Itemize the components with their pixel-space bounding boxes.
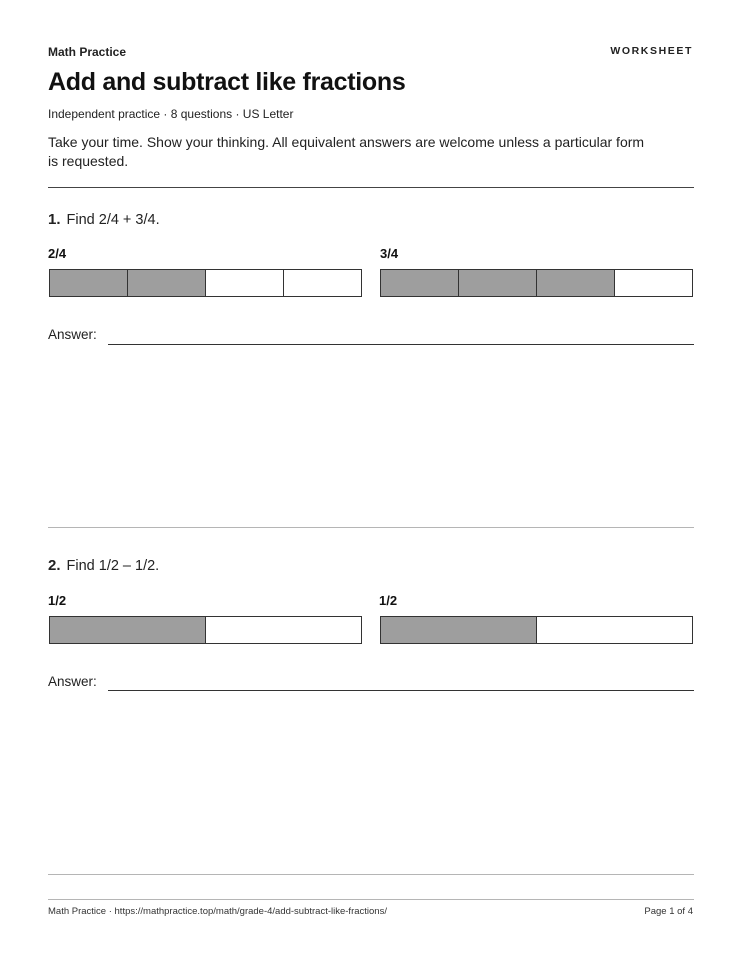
shaded-part <box>381 270 459 296</box>
worksheet-tag: WORKSHEET <box>610 45 693 57</box>
shaded-part <box>50 617 206 643</box>
brand-name: Math Practice <box>48 45 127 59</box>
answer-label: Answer: <box>48 327 97 342</box>
section-divider <box>48 874 694 875</box>
question-2-title <box>48 557 159 574</box>
shaded-part <box>50 270 128 296</box>
question-1-title <box>48 211 160 228</box>
fraction-bar <box>380 616 693 644</box>
question-1-prompt: Find 2/4 + 3/4. <box>66 212 160 228</box>
fraction-label: 2/4 <box>48 246 67 261</box>
unshaded-part <box>206 617 361 643</box>
shaded-part <box>128 270 206 296</box>
worksheet-meta: Independent practice · 8 questions · US Letter <box>48 107 294 121</box>
footer-divider <box>48 899 694 900</box>
shaded-part <box>459 270 537 296</box>
unshaded-part <box>537 617 692 643</box>
section-divider <box>48 527 694 528</box>
unshaded-part <box>615 270 692 296</box>
answer-line[interactable] <box>108 690 694 691</box>
fraction-bar <box>49 269 362 297</box>
unshaded-part <box>206 270 284 296</box>
fraction-bar <box>380 269 693 297</box>
footer-source: Math Practice · https://mathpractice.top/math/grade-4/add-subtract-like-fractions/ <box>48 906 387 917</box>
fraction-label: 3/4 <box>380 246 399 261</box>
shaded-part <box>381 617 537 643</box>
fraction-label: 1/2 <box>48 593 67 608</box>
header-divider <box>48 187 694 188</box>
question-2-number: 2. <box>48 557 61 574</box>
page-number: Page 1 of 4 <box>644 906 693 917</box>
question-2-prompt: Find 1/2 – 1/2. <box>66 558 160 574</box>
question-1-number: 1. <box>48 211 61 228</box>
answer-label: Answer: <box>48 674 97 689</box>
answer-line[interactable] <box>108 344 694 345</box>
shaded-part <box>537 270 615 296</box>
page-title: Add and subtract like fractions <box>48 68 406 96</box>
intro-text: Take your time. Show your thinking. All equivalent answers are welcome unless a particular form is requested. <box>48 134 645 169</box>
fraction-bar <box>49 616 362 644</box>
fraction-label: 1/2 <box>379 593 398 608</box>
unshaded-part <box>284 270 361 296</box>
